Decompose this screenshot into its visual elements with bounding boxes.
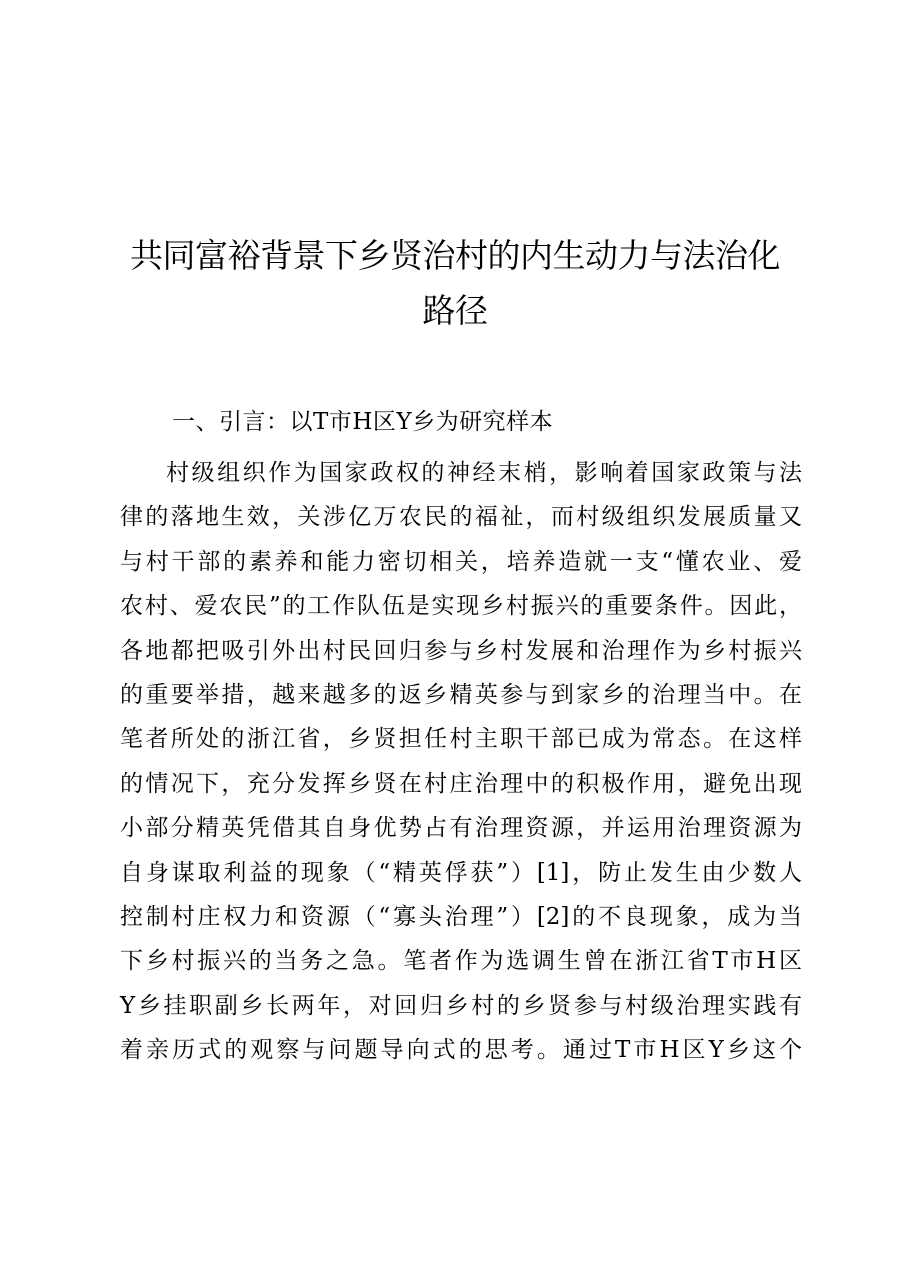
paragraph-line: 自身谋取利益的现象（“精英俘获”）[1]，防止发生由少数人: [120, 859, 802, 886]
title-line-1: 共同富裕背景下乡贤治村的内生动力与法治化: [130, 236, 780, 275]
paragraph-line: Y乡挂职副乡长两年，对回归乡村的乡贤参与村级治理实践有: [120, 992, 802, 1019]
body-paragraph: [120, 451, 802, 1072]
title-line-2: 路径: [422, 291, 488, 330]
paragraph-line: 小部分精英凭借其自身优势占有治理资源，并运用治理资源为: [120, 815, 802, 842]
paragraph-line: 笔者所处的浙江省，乡贤担任村主职干部已成为常态。在这样: [120, 726, 802, 753]
paragraph-line: 着亲历式的观察与问题导向式的思考。通过T市H区Y乡这个: [120, 1037, 802, 1064]
paragraph-line: 的情况下，充分发挥乡贤在村庄治理中的积极作用，避免出现: [120, 770, 802, 797]
paragraph-line: 下乡村振兴的当务之急。笔者作为选调生曾在浙江省T市H区: [120, 948, 802, 975]
paragraph-line: 各地都把吸引外出村民回归参与乡村发展和治理作为乡村振兴: [120, 637, 802, 664]
paragraph-line: 的重要举措，越来越多的返乡精英参与到家乡的治理当中。在: [120, 681, 802, 708]
paragraph-line: 村级组织作为国家政权的神经末梢，影响着国家政策与法: [166, 460, 802, 486]
paragraph-line: 律的落地生效，关涉亿万农民的福祉，而村级组织发展质量又: [120, 504, 802, 531]
paragraph-line: 与村干部的素养和能力密切相关，培养造就一支“懂农业、爱: [120, 548, 802, 575]
paragraph-line: 控制村庄权力和资源（“寡头治理”）[2]的不良现象，成为当: [120, 903, 802, 930]
paragraph-line: 农村、爱农民”的工作队伍是实现乡村振兴的重要条件。因此，: [120, 593, 802, 620]
document-title: [110, 228, 800, 338]
section-heading: 一、引言：以T市H区Y乡为研究样本: [172, 409, 554, 435]
